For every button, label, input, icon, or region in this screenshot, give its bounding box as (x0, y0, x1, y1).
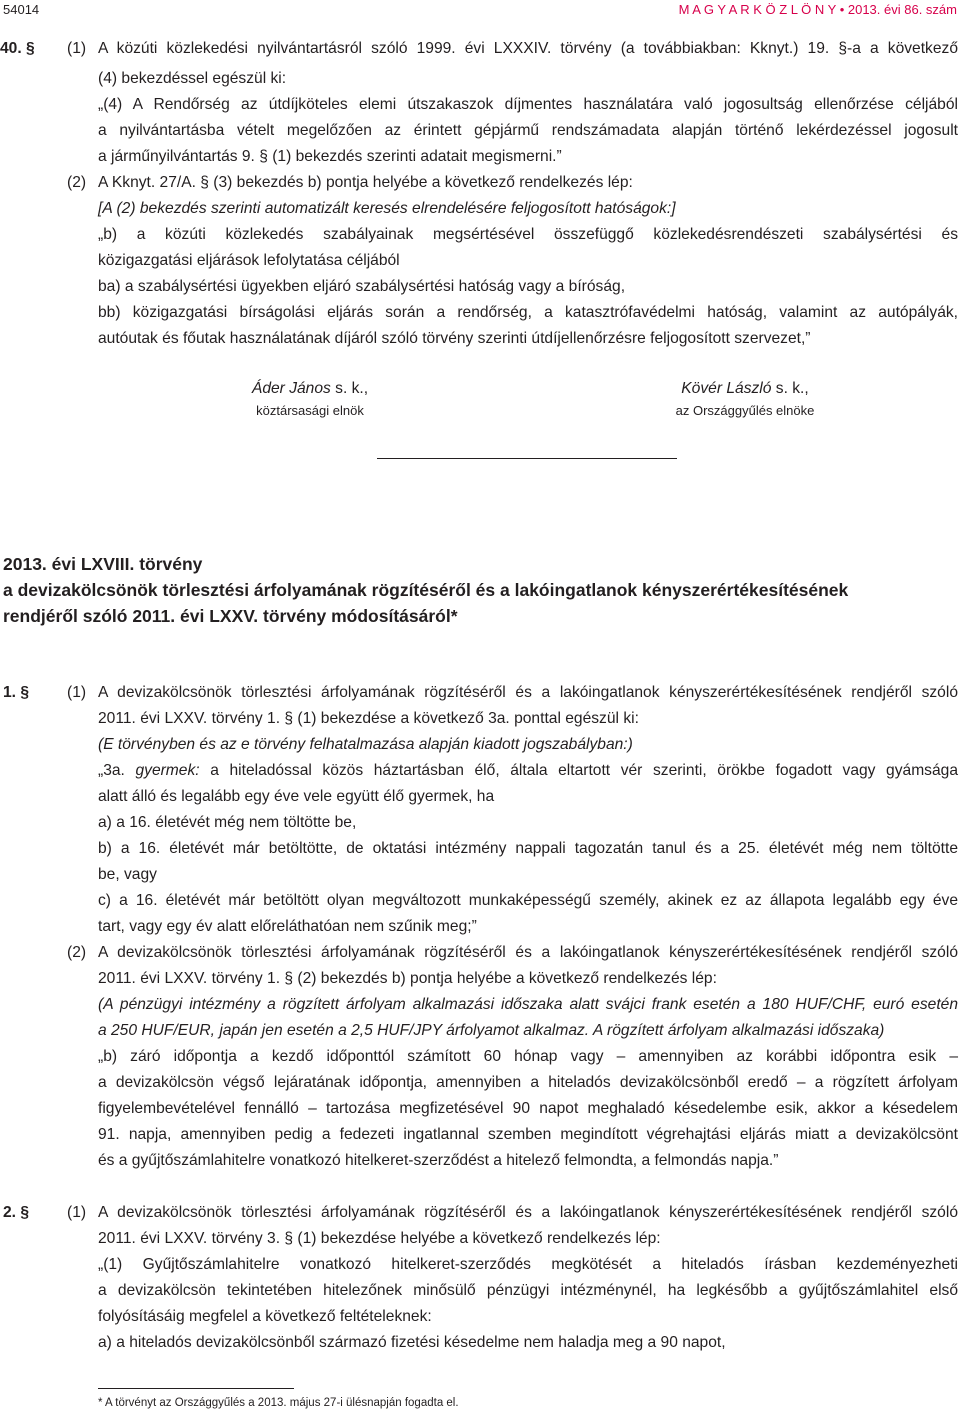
quoted-text: c) a 16. életévét már betöltött olyan megváltozott munkaképességű személy, akinek ez az állapota legalább egy éve (98, 892, 958, 909)
quoted-text: „(1) Gyűjtőszámlahitelre vonatkozó hitelkeret-szerződés megkötését a hiteladós írásban kezdeményezheti (98, 1256, 958, 1273)
quoted-text: és a gyűjtőszámlahitelre vonatkozó hitelkeret-szerződést a hitelező felmondta, a felmondás napja.” (98, 1152, 779, 1169)
paragraph-text: A devizakölcsönök törlesztési árfolyamának rögzítéséről és a lakóingatlanok kényszerértékesítésének rendjéről szóló (98, 684, 958, 701)
quoted-text: folyósításáig megfelel a következő feltételeknek: (98, 1308, 432, 1325)
definition-body: a hiteladóssal közös háztartásban élő, általa eltartott vér szerinti, örökbe fogadott vagy gyámsága (199, 762, 958, 779)
quoted-text: a) a 16. életévét még nem töltötte be, (98, 814, 357, 831)
law-title: 2013. évi LXVIII. törvény (3, 554, 203, 574)
quoted-text: a járműnyilvántartás 9. § (1) bekezdés szerinti adatait megismerni.” (98, 148, 562, 165)
paragraph-text: A közúti közlekedési nyilvántartásról szóló 1999. évi LXXXIV. törvény (a továbbiakban: Kknyt.) 19. §-a a következő (98, 40, 958, 57)
section-number: 2. § (3, 1204, 30, 1221)
paragraph-number: (2) (67, 944, 87, 961)
signer-name: Áder János (251, 380, 331, 397)
signer-title: az Országgyűlés elnöke (675, 403, 815, 418)
signer-suffix: s. k., (330, 380, 369, 397)
footnote-rule (98, 1388, 294, 1389)
footnote: * A törvényt az Országgyűlés a 2013. május 27-i ülésnapján fogadta el. (98, 1397, 459, 1409)
section-number: 40. § (0, 40, 35, 57)
quoted-text: b) a 16. életévét már betöltötte, de oktatási intézmény nappali tagozatán tanul és a 25. életévét még nem töltötte (98, 840, 958, 857)
quoted-text: „(4) A Rendőrség az útdíjköteles elemi útszakaszok díjmentes használatára való jogosultság ellenőrzése céljából (98, 96, 958, 113)
quoted-text (98, 761, 958, 781)
quoted-text: a devizakölcsön tekintetében hitelezőnek minősülő pénzügyi intézménynél, ha legkésőbb a gyűjtőszámlahitel első (98, 1282, 958, 1299)
definition-prefix: „3a. (98, 762, 136, 779)
paragraph-text: 2011. évi LXXV. törvény 3. § (1) bekezdése helyébe a következő rendelkezés lép: (98, 1230, 661, 1247)
quoted-text: „b) a közúti közlekedés szabályainak megsértésével összefüggő közlekedésrendészeti szabálysértési és (98, 226, 958, 243)
italic-context: a 250 HUF/EUR, japán jen esetén a 2,5 HUF/JPY árfolyamot alkalmaz. A rögzített árfolyam alkalmazási időszaka) (98, 1022, 885, 1039)
quoted-text: be, vagy (98, 866, 157, 883)
paragraph-number: (1) (67, 1204, 87, 1221)
quoted-text: 91. napja, amennyiben pedig a fedezeti ingatlannal szemben megindított végrehajtási eljárás miatt a devizakölcsönt (98, 1126, 958, 1143)
paragraph-text: 2011. évi LXXV. törvény 1. § (1) bekezdése a következő 3a. ponttal egészül ki: (98, 710, 639, 727)
italic-context: (E törvényben és az e törvény felhatalmazása alapján kiadott jogszabályban:) (98, 736, 633, 753)
quoted-text: alatt álló és legalább egy éve vele együtt élő gyermek, ha (98, 788, 495, 805)
journal-header: M A G Y A R K Ö Z L Ö N Y • 2013. évi 86. szám (678, 2, 957, 17)
law-title: rendjéről szóló 2011. évi LXXV. törvény módosításáról* (3, 606, 458, 626)
quoted-text: a) a hiteladós devizakölcsönből származó fizetési késedelme nem haladja meg a 90 napot, (98, 1334, 726, 1351)
separator-rule (377, 458, 677, 459)
signature-right (640, 379, 850, 399)
italic-context: [A (2) bekezdés szerinti automatizált keresés elrendelésére feljogosított hatóságok:] (98, 200, 676, 217)
signature-left (220, 379, 400, 399)
quoted-text: bb) közigazgatási bírságolási eljárás során a rendőrség, a katasztrófavédelmi hatóság, valamint az autópályák, (98, 304, 958, 321)
page-number: 54014 (3, 2, 40, 17)
paragraph-number: (1) (67, 40, 87, 57)
italic-context: (A pénzügyi intézmény a rögzített árfolyam alkalmazási időszaka alatt svájci frank esetén a 180 HUF/CHF, euró esetén (98, 996, 958, 1013)
quoted-text: autóutak és főutak használatának díjáról szóló törvény szerinti útdíjellenőrzésre feljogosított szervezet,” (98, 330, 811, 347)
paragraph-text: (4) bekezdéssel egészül ki: (98, 70, 287, 87)
quoted-text: ba) a szabálysértési ügyekben eljáró szabálysértési hatóság vagy a bíróság, (98, 278, 626, 295)
paragraph-text: A devizakölcsönök törlesztési árfolyamának rögzítéséről és a lakóingatlanok kényszerértékesítésének rendjéről szóló (98, 1204, 958, 1221)
signer-name: Kövér László (681, 380, 772, 397)
paragraph-number: (2) (67, 174, 87, 191)
paragraph-text: 2011. évi LXXV. törvény 1. § (2) bekezdés b) pontja helyébe a következő rendelkezés lép: (98, 970, 717, 987)
quoted-text: közigazgatási eljárások lefolytatása céljából (98, 252, 400, 269)
paragraph-number: (1) (67, 684, 87, 701)
signer-suffix: s. k., (771, 380, 809, 397)
quoted-text: a nyilvántartásba vételt megelőzően az érintett gépjármű rendszámadata alapján történő lekérdezéssel jogosult (98, 122, 958, 139)
law-title: a devizakölcsönök törlesztési árfolyamának rögzítéséről és a lakóingatlanok kényszerértékesítésének (3, 580, 849, 600)
quoted-text: figyelembevételével fennálló – tartozása megfizetésével 90 napot meghaladó késedelembe esik, akkor a késedelem (98, 1100, 958, 1117)
paragraph-text: A Kknyt. 27/A. § (3) bekezdés b) pontja helyébe a következő rendelkezés lép: (98, 174, 633, 191)
paragraph-text: A devizakölcsönök törlesztési árfolyamának rögzítéséről és a lakóingatlanok kényszerértékesítésének rendjéről szóló (98, 944, 958, 961)
quoted-text: a devizakölcsön végső lejáratának időpontja, amennyiben a hiteladós devizakölcsönből eredő – a rögzített árfolyam (98, 1074, 958, 1091)
quoted-text: tart, vagy egy év alatt előreláthatóan nem szűnik meg;” (98, 918, 477, 935)
definition-term: gyermek: (135, 762, 200, 779)
quoted-text: „b) záró időpontja a kezdő időponttól számított 60 hónap vagy – amennyiben az korábbi időpontra esik – (98, 1048, 958, 1065)
signer-title: köztársasági elnök (256, 403, 364, 418)
section-number: 1. § (3, 684, 30, 701)
